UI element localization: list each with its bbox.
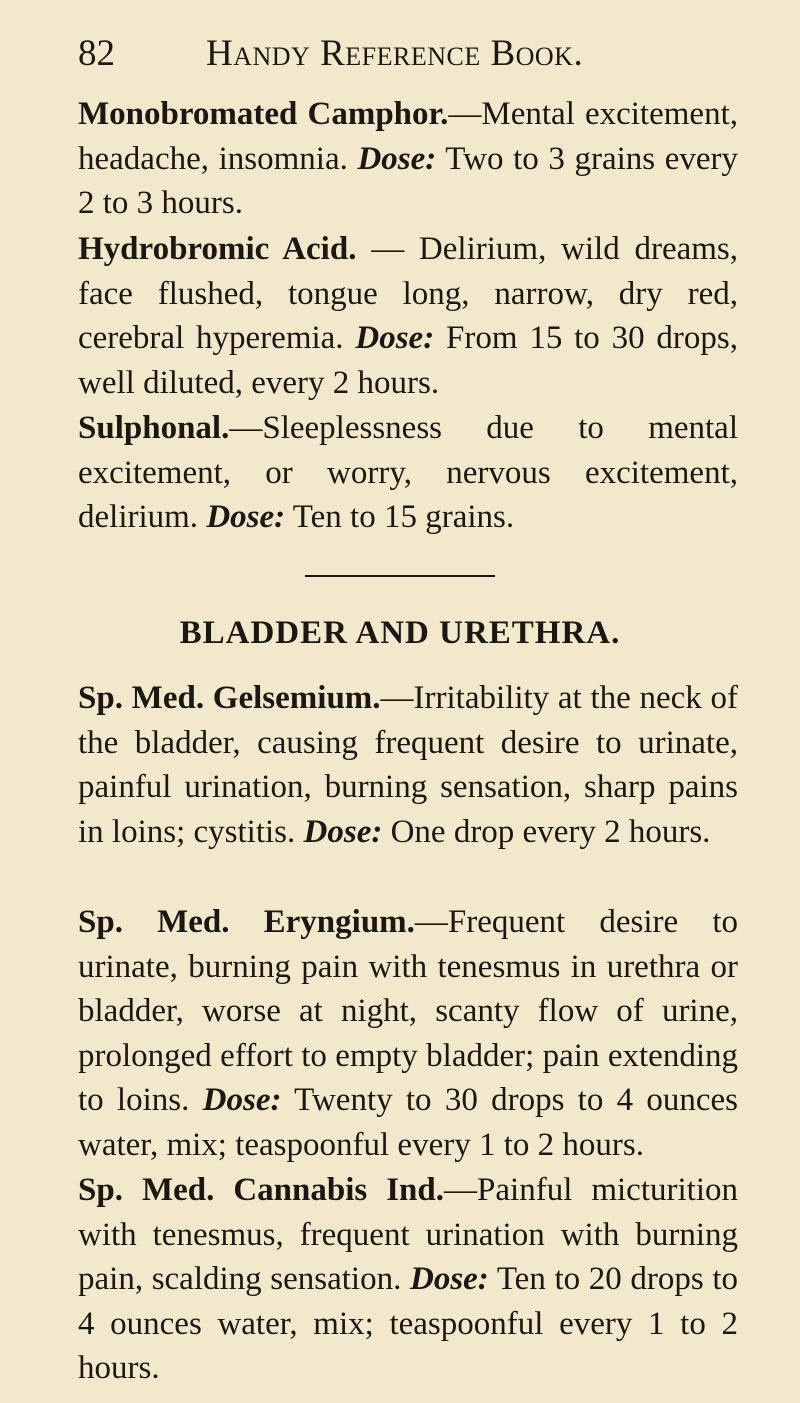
entry-sulphonal [78, 406, 738, 540]
dose-label: Dose: [355, 320, 435, 356]
entry-name: Sp. Med. Gelsemium. [78, 680, 381, 716]
entry-name: Hydrobromic Acid. [78, 231, 357, 267]
entry-cannabis-ind [78, 1168, 738, 1391]
dose-label: Dose: [206, 499, 286, 535]
section-divider [305, 575, 495, 577]
running-title: Handy Reference Book. [206, 33, 584, 74]
entry-name: Sp. Med. Cannabis Ind. [78, 1172, 445, 1208]
entry-monobromated-camphor [78, 92, 738, 226]
dose-text: Ten to 15 grains. [292, 499, 515, 535]
section-title: BLADDER AND URETHRA. [179, 615, 621, 651]
entry-gelsemium [78, 676, 738, 854]
entry-name: Sp. Med. Eryngium. [78, 904, 415, 940]
dose-text: Twenty to 30 drops to 4 ounces water, mix; teaspoonful every 1 to 2 hours. [78, 1082, 739, 1163]
dose-label: Dose: [202, 1082, 282, 1118]
entry-text: — Delirium, wild dreams, face flushed, tongue long, narrow, dry red, cerebral hyperemia. [78, 231, 738, 356]
entry-text: —Frequent desire to urinate, burning pain with tenesmus in urethra or bladder, worse at night, scanty flow of urine, prolonged effort to empty bladder; pain extending to loins. [78, 904, 738, 1118]
entry-name: Monobromated Camphor. [78, 96, 449, 132]
entry-name: Sulphonal. [78, 410, 230, 446]
entry-text: —Sleeplessness due to mental excitement, or worry, nervous excitement, delirium. [78, 410, 738, 535]
entry-text: —Irritability at the neck of the bladder, causing frequent desire to urinate, painful urination, burning sensation, sharp pains in loins; cystitis. [78, 680, 739, 850]
page-number: 82 [78, 33, 115, 74]
dose-text: Ten to 20 drops to 4 ounces water, mix; teaspoonful every 1 to 2 hours. [78, 1261, 738, 1386]
entry-eryngium [78, 900, 738, 1167]
entry-text: —Mental excitement, headache, insomnia. [78, 96, 738, 177]
dose-text: Two to 3 grains every 2 to 3 hours. [78, 140, 738, 221]
dose-label: Dose: [357, 140, 437, 177]
dose-label: Dose: [303, 813, 383, 850]
dose-label: Dose: [409, 1261, 489, 1297]
entry-text: —Painful micturition with tenesmus, frequent urination with burning pain, scalding sensation. [78, 1172, 738, 1297]
dose-text: One drop every 2 hours. [390, 813, 711, 850]
page-header [78, 30, 738, 78]
dose-text: From 15 to 30 drops, well diluted, every 2 hours. [78, 320, 738, 401]
entry-hydrobromic-acid [78, 227, 738, 405]
